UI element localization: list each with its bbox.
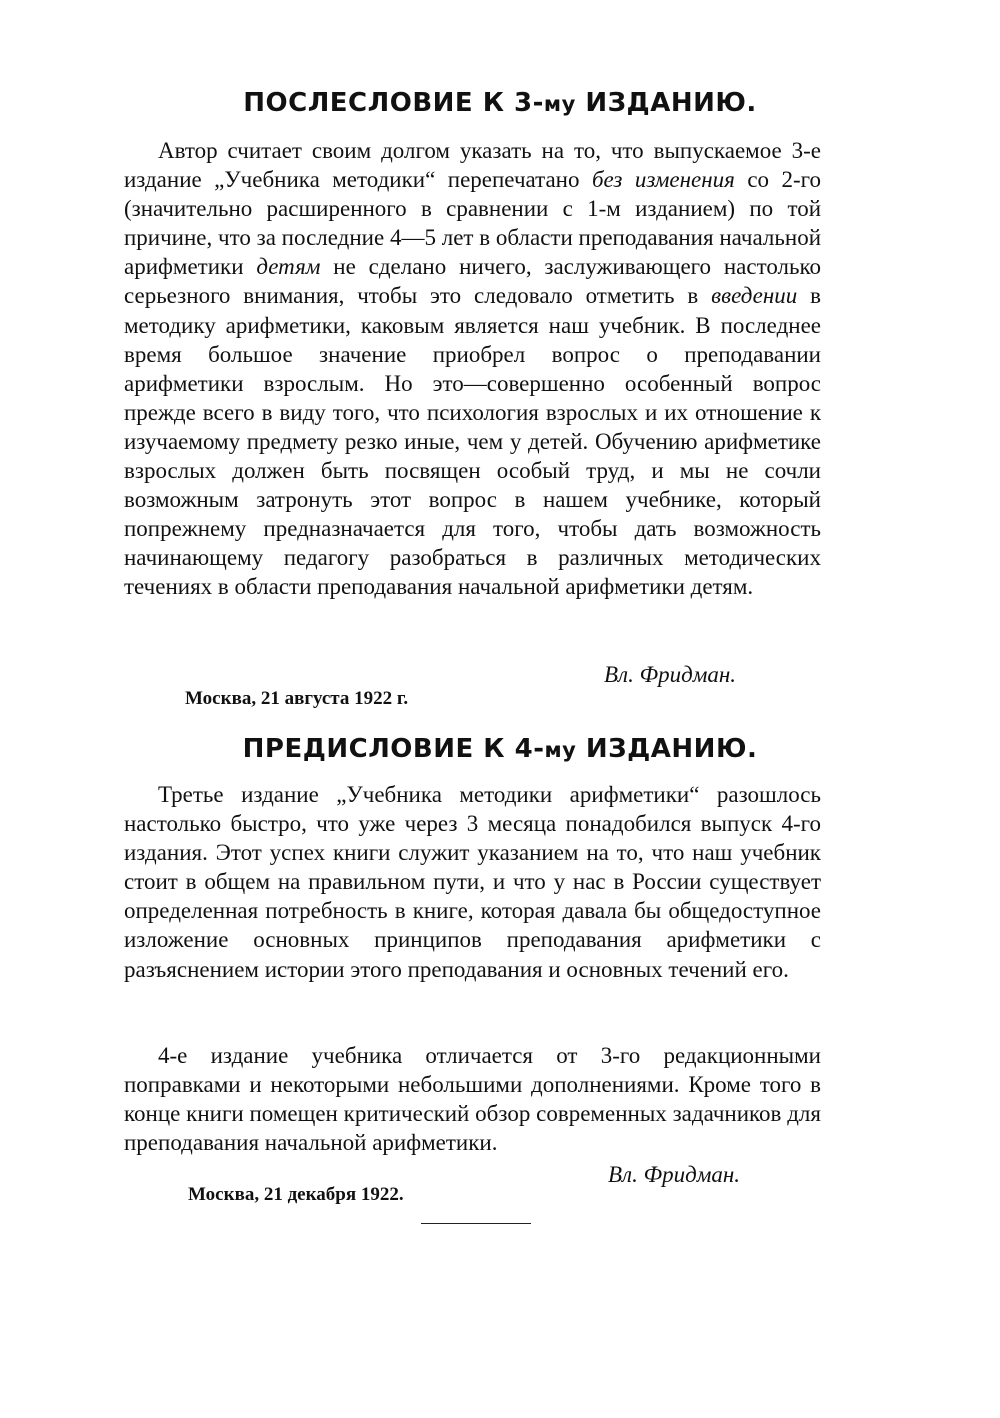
closing-rule [421, 1223, 531, 1224]
paragraph-text: Автор считает своим долгом указать на то, что выпускаемое 3-е издание „Учебника методики“ перепечатано [124, 138, 821, 193]
preface-signature: Вл. Фридман. [608, 1162, 741, 1187]
emphasis-text: введении [711, 283, 798, 309]
paragraph-text: в методику арифметики, каковым является наш учебник. В последнее время большое значение приобрел вопрос о преподавании арифметики взрослым. Но это—совершенно особенный вопрос прежде всего в виду того, что психология взрослых и их отношение к изучаемому предмету резко иные, чем у детей. Обучению арифметике взрослых должен быть посвящен особый труд, и мы не сочли возможным затронуть этот вопрос в нашем учебнике, который попрежнему предназначается для того, чтобы дать возможность начинающему педагогу разобраться в различных методических течениях в области преподавания начальной арифметики детям. [124, 283, 821, 600]
heading-text: ПОСЛЕСЛОВИЕ К 3- [243, 88, 544, 118]
emphasis-text: без изменения [591, 167, 735, 193]
heading-suffix: му [544, 738, 577, 762]
afterword-signature: Вл. Фридман. [604, 662, 737, 687]
emphasis-text: детям [256, 254, 321, 280]
heading-text: ПРЕДИСЛОВИЕ К 4- [242, 734, 545, 764]
afterword-heading [0, 88, 1000, 118]
preface-heading [0, 734, 1000, 764]
heading-text-rest: ИЗДАНИЮ. [576, 734, 758, 764]
afterword-paragraph [124, 136, 821, 602]
paragraph-text: не сделано ничего, заслуживающего настолько серьезного внимания, чтобы это следовало отметить в [124, 254, 821, 309]
paragraph-text: со 2-го (значительно расширенного в сравнении с 1-м изданием) по той причине, что за последние 4—5 лет в области преподавания начальной арифметики [124, 167, 822, 280]
heading-text-rest: ИЗДАНИЮ. [575, 88, 757, 118]
afterword-place-date: Москва, 21 августа 1922 г. [185, 688, 409, 709]
preface-paragraph-1: Третье издание „Учебника методики арифметики“ разошлось настолько быстро, что уже через 3 месяца понадобился выпуск 4-го издания. Этот успех книги служит указанием на то, что наш учебник стоит в общем на правильном пути, и что у нас в России существует определенная потребность в книге, которая давала бы общедоступное изложение основных принципов преподавания арифметики с разъяснением истории этого преподавания и основных течений его. [124, 782, 821, 982]
preface-paragraph-2: 4-е издание учебника отличается от 3-го редакционными поправками и некоторыми небольшими дополнениями. Кроме того в конце книги помещен критический обзор современных задачников для преподавания начальной арифметики. [124, 1043, 821, 1156]
heading-suffix: му [543, 92, 576, 116]
preface-place-date: Москва, 21 декабря 1922. [188, 1184, 404, 1205]
